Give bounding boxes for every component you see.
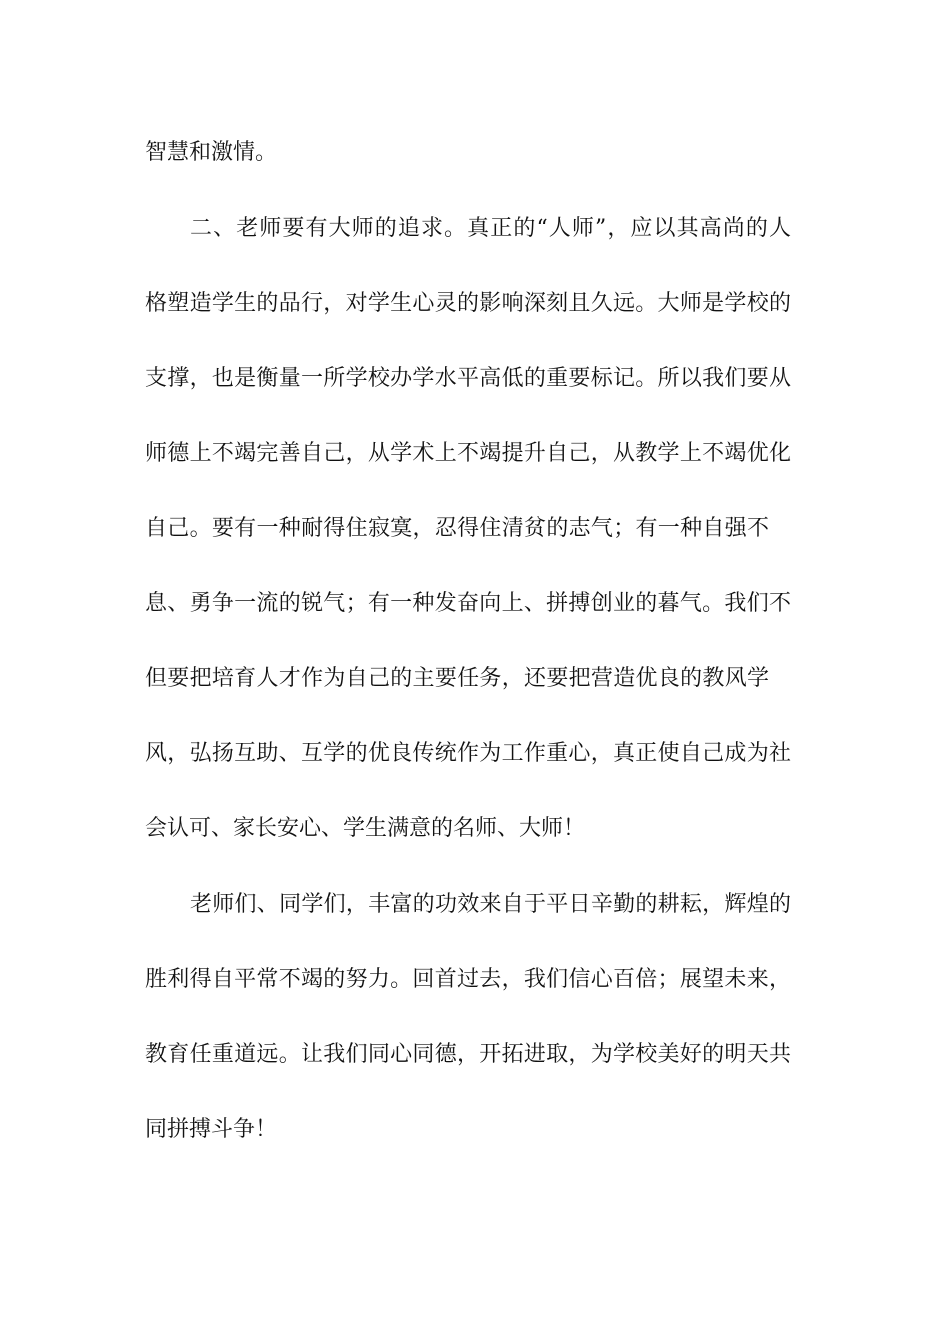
text-line: 智慧和激情。	[145, 140, 278, 165]
text-line: 息、勇争一流的锐气；有一种发奋向上、拼搏创业的暮气。我们不	[145, 591, 791, 616]
text-line: 胜利得自平常不竭的努力。回首过去，我们信心百倍；展望未来，	[145, 967, 791, 992]
text-line: 教育任重道远。让我们同心同德，开拓进取，为学校美好的明天共	[145, 1042, 791, 1067]
text-line: 会认可、家长安心、学生满意的名师、大师！	[145, 816, 586, 841]
paragraph-first-line: 二、老师要有大师的追求。真正的“人师”，应以其高尚的人	[190, 216, 791, 241]
text-line: 师德上不竭完善自己，从学术上不竭提升自己，从教学上不竭优化	[145, 441, 791, 466]
text-line: 自己。要有一种耐得住寂寞，忍得住清贫的志气；有一种自强不	[145, 516, 769, 541]
text-line: 但要把培育人才作为自己的主要任务，还要把营造优良的教风学	[145, 666, 769, 691]
text-line: 格塑造学生的品行，对学生心灵的影响深刻且久远。大师是学校的	[145, 291, 791, 316]
paragraph-first-line: 老师们、同学们，丰富的功效来自于平日辛勤的耕耘，辉煌的	[190, 892, 791, 917]
text-line: 支撑，也是衡量一所学校办学水平高低的重要标记。所以我们要从	[145, 366, 791, 391]
text-line: 风，弘扬互助、互学的优良传统作为工作重心，真正使自己成为社	[145, 741, 791, 766]
text-line: 同拼搏斗争！	[145, 1117, 278, 1142]
